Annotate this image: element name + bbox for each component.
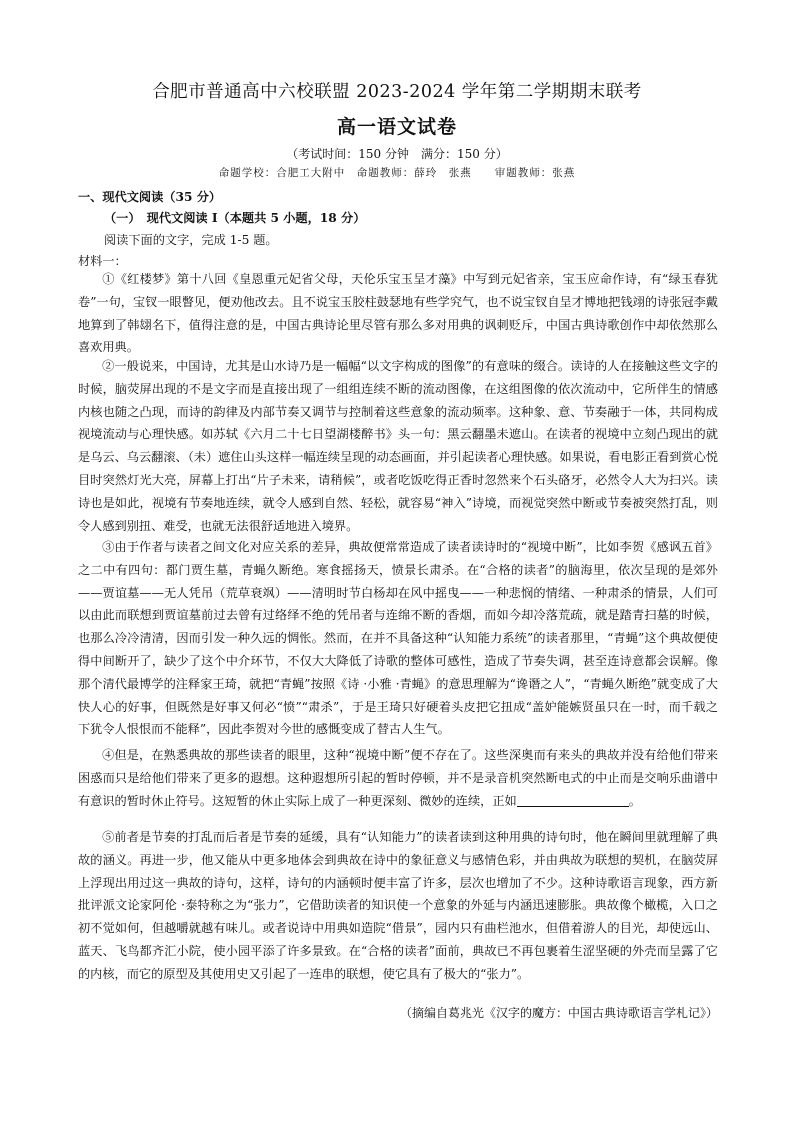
paper-subtitle: 高一语文试卷 bbox=[336, 116, 457, 138]
paragraph-text: ④但是，在熟悉典故的那些读者的眼里，这种“视境中断”便不存在了。这些深奥而有来头的典故并没有给他们带来困惑而只是给他们带来了更多的遐想。这种遐想所引起的暂时停顿，并不是录音机突然断电式的中止而是交响乐曲谱中有意识的暂时休止符号。这短暂的休止实际上成了一种更深刻、微妙的连续，正如 bbox=[78, 748, 718, 808]
paragraph-text: ①《红楼梦》第十八回《皇恩重元妃省父母，天伦乐宝玉呈才藻》中写到元妃省亲，宝玉应命作诗，有“绿玉春犹卷”一句，宝钗一眼瞥见，便劝他改去。且不说宝玉胶柱鼓瑟地有些学究气，也不说宝钗自呈才博地把钱翊的诗张冠李戴地算到了韩翃名下，值得注意的是，中国古典诗论里尽管有那么多对用典的讽刺贬斥，中国古典诗歌创作中却依然那么喜欢用典。 bbox=[78, 272, 718, 355]
paragraph-text: ③由于作者与读者之间文化对应关系的差异，典故便常常造成了读者读诗时的“视境中断”，比如李贺《感讽五首》之二中有四句：都门贾生墓，青蝇久断绝。寒食摇扬天，愤景长肃杀。在“合格的读者”的脑海里，依次呈现的是郊外——贾谊墓——无人凭吊（荒草衰飒）——清明时节白杨却在风中摇曳——一种悲悯的情绪、一种肃杀的情景，人们可以由此而联想到贾谊墓前过去曾有过络绎不绝的凭吊者与连绵不断的香烟，而如今却冷落荒疏，就是踏青扫墓的时候，也那么冷冷清清，因而引发一种久远的惆怅。然而，在并不具备这种“认知能力系统”的读者那里，“青蝇”这个典故便使得中间断开了，缺少了这个中介环节，不仅大大降低了诗歌的整体可感性，造成了节奏失调，甚至连诗意都会误解。像那个清代最博学的注释家王琦，就把“青蝇”按照《诗 ·小雅 ·青蝇》的意思理解为“谗谮之人”，“青蝇久断绝”就变成了大快人心的好事，但既然是好事又何必“愤”“肃杀”，于是王琦只好硬着头皮把它扭成“盖妒能嫉贤虽只在一时，而千载之下犹令人恨恨而不能释”，因此李贺对今世的感慨变成了替古人生气。 bbox=[78, 540, 718, 737]
exam-title: 合肥市普通高中六校联盟 2023-2024 学年第二学期期末联考 bbox=[152, 82, 642, 102]
paragraph-3 bbox=[78, 536, 718, 741]
source-citation: （摘编自葛兆光《汉字的魔方：中国古典诗歌语言学札记》） bbox=[399, 1006, 718, 1020]
paragraph-text: ②一般说来，中国诗，尤其是山水诗乃是一幅幅“以文字构成的图像”的有意味的缀合。读诗的人在接触这些文字的时候，脑荧屏出现的不是文字而是直接出现了一组组连续不断的流动图像，在这组图像的依次流动中，它所伴生的情感内核也随之凸现，而诗的韵律及内部节奏又调节与控制着这些意象的流动频率。这种象、意、节奏融于一体，共同构成视境流动与心理快感。如苏轼《六月二十七日望湖楼醉书》头一句：黑云翻墨未遮山。在读者的视境中立刻凸现出的就是乌云、乌云翻滚、（未）遮住山头这样一幅连续呈现的动态画面，并引起读者心理快感。如果说，看电影正看到赏心悦目时突然灯光大亮，屏幕上打出“片子未来，请稍候”，或者吃饭吃得正香时忽然来个石头硌牙，必然令人大为扫兴。读诗也是如此，视境有节奏地连续，就令人感到自然、轻松，就容易“神入”诗境，而视觉突然中断或节奏被突然打乱，则令人感到别扭、难受，也就无法很舒适地进入境界。 bbox=[78, 359, 718, 533]
exam-time-info: （考试时间：150 分钟 满分：150 分） bbox=[286, 147, 508, 161]
answer-blank[interactable] bbox=[517, 794, 629, 807]
paragraph-text: ⑤前者是节奏的打乱而后者是节奏的延缓，具有“认知能力”的读者读到这种用典的诗句时，他在瞬间里就理解了典故的涵义。再进一步，他又能从中更多地体会到典故在诗中的象征意义与感情色彩，并由典故为联想的契机，在脑荧屏上浮现出用过这一典故的诗句，这样，诗句的内涵顿时便丰富了许多，层次也增加了不少。这种诗歌语言现象，西方新批评派文论家阿伦 ·泰特称之为“张力”，它借助读者的知识使一个意象的外延与内涵迅速膨胀。典故像个橄榄，入口之初不觉如何，但越嚼就越有味儿。或者说诗中用典如造院“借景”，园内只有曲栏池水，但借着游人的目光，却使远山、蓝天、飞鸟都齐汇小院，使小园平添了许多景致。在“合格的读者”面前，典故已不再包裹着生涩坚硬的外壳而呈露了它的内核，而它的原型及其使用史又引起了一连串的联想，使它具有了极大的“张力”。 bbox=[78, 830, 718, 981]
paragraph-1 bbox=[78, 268, 718, 359]
section-heading: 一、现代文阅读（35 分） bbox=[78, 190, 222, 204]
paragraph-tail: 。 bbox=[628, 793, 641, 808]
paragraph-2 bbox=[78, 355, 718, 537]
paragraph-4 bbox=[78, 744, 718, 812]
subsection-heading: （一） 现代文阅读 Ⅰ（本题共 5 小题，18 分） bbox=[104, 211, 366, 225]
material-label: 材料一： bbox=[78, 254, 127, 268]
proposer-info: 命题学校：合肥工大附中 命题教师：薛玲 张燕 审题教师：张燕 bbox=[218, 167, 576, 179]
instruction: 阅读下面的文字，完成 1-5 题。 bbox=[104, 233, 278, 247]
paragraph-5 bbox=[78, 826, 718, 986]
